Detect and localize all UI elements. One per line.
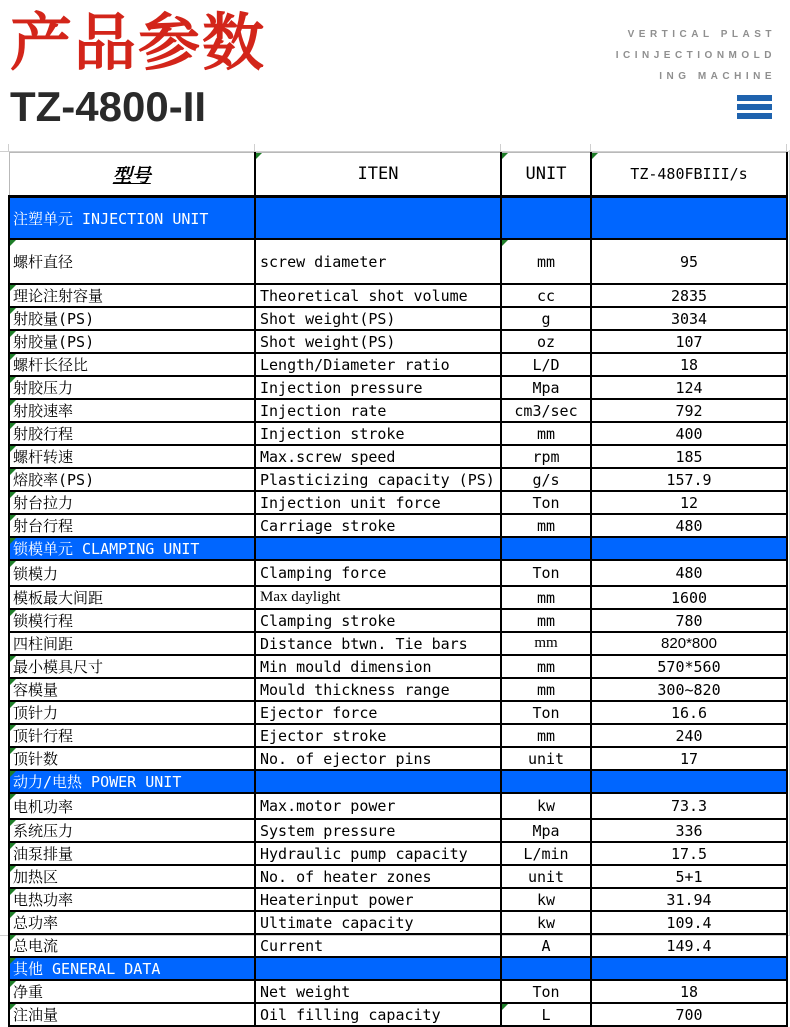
cell-name: 容模量 — [9, 678, 255, 701]
spec-row — [9, 422, 787, 445]
cell-unit: L/min — [501, 842, 591, 865]
cell-name: 螺杆直径 — [9, 239, 255, 284]
cell-unit: kw — [501, 911, 591, 934]
comment-marker-icon — [502, 1004, 508, 1010]
cell-unit: A — [501, 934, 591, 957]
cell-unit: oz — [501, 330, 591, 353]
spec-table — [8, 152, 788, 1027]
spec-row — [9, 842, 787, 865]
section-header-row — [9, 537, 787, 560]
spec-row — [9, 747, 787, 770]
spec-row — [9, 819, 787, 842]
cell-item: Max.screw speed — [255, 445, 501, 468]
cell-item: Hydraulic pump capacity — [255, 842, 501, 865]
cell-unit — [501, 197, 591, 240]
cell-name: 净重 — [9, 980, 255, 1003]
cell-name: 射胶行程 — [9, 422, 255, 445]
cell-name: 理论注射容量 — [9, 284, 255, 307]
cell-item: Injection unit force — [255, 491, 501, 514]
cell-value: 12 — [591, 491, 787, 514]
comment-marker-icon — [10, 377, 16, 383]
spec-row — [9, 980, 787, 1003]
spec-row — [9, 445, 787, 468]
cell-name: 螺杆转速 — [9, 445, 255, 468]
cell-item: No. of ejector pins — [255, 747, 501, 770]
cell-item: Plasticizing capacity (PS) — [255, 468, 501, 491]
cell-item: Current — [255, 934, 501, 957]
cell-name: 电热功率 — [9, 888, 255, 911]
comment-marker-icon — [502, 153, 508, 159]
cell-item: No. of heater zones — [255, 865, 501, 888]
cell-value: 480 — [591, 560, 787, 586]
cell-unit: mm — [501, 586, 591, 609]
spec-row — [9, 491, 787, 514]
cell-item: Net weight — [255, 980, 501, 1003]
cell-value: 336 — [591, 819, 787, 842]
comment-marker-icon — [10, 400, 16, 406]
comment-marker-icon — [10, 771, 16, 777]
spec-row — [9, 399, 787, 422]
table-body — [9, 197, 787, 1027]
comment-marker-icon — [10, 981, 16, 987]
hamburger-bar — [737, 113, 772, 119]
cell-unit: mm — [501, 724, 591, 747]
spec-row — [9, 911, 787, 934]
cell-unit: L — [501, 1003, 591, 1026]
spec-row — [9, 1003, 787, 1026]
comment-marker-icon — [10, 240, 16, 246]
cell-item: Injection rate — [255, 399, 501, 422]
comment-marker-icon — [592, 153, 598, 159]
cell-unit — [501, 770, 591, 793]
cell-value: 570*560 — [591, 655, 787, 678]
comment-marker-icon — [10, 354, 16, 360]
comment-marker-icon — [10, 515, 16, 521]
cell-unit: Mpa — [501, 376, 591, 399]
cell-item: Shot weight(PS) — [255, 307, 501, 330]
cell-value — [591, 197, 787, 240]
cell-unit: mm — [501, 655, 591, 678]
spec-row — [9, 793, 787, 819]
comment-marker-icon — [256, 153, 262, 159]
section-label: 动力/电热 POWER UNIT — [9, 770, 255, 793]
cell-value: 95 — [591, 239, 787, 284]
model-title: TZ-4800-II — [10, 83, 207, 130]
comment-marker-icon — [10, 538, 16, 544]
cell-item: Ultimate capacity — [255, 911, 501, 934]
comment-marker-icon — [10, 492, 16, 498]
cell-item: Min mould dimension — [255, 655, 501, 678]
cell-unit — [501, 537, 591, 560]
column-header-item: ITEN — [255, 153, 501, 197]
spec-row — [9, 655, 787, 678]
cell-name: 熔胶率(PS) — [9, 468, 255, 491]
hamburger-bar — [737, 95, 772, 101]
comment-marker-icon — [10, 702, 16, 708]
column-header-value: TZ-480FBIII/s — [591, 153, 787, 197]
comment-marker-icon — [10, 889, 16, 895]
cell-value: 400 — [591, 422, 787, 445]
cell-item: Mould thickness range — [255, 678, 501, 701]
cell-item: Theoretical shot volume — [255, 284, 501, 307]
cell-unit: L/D — [501, 353, 591, 376]
comment-marker-icon — [10, 935, 16, 941]
spec-row — [9, 632, 787, 655]
cell-value: 124 — [591, 376, 787, 399]
cell-value: 18 — [591, 353, 787, 376]
comment-marker-icon — [10, 794, 16, 800]
cell-name: 四柱间距 — [9, 632, 255, 655]
cell-name: 射胶速率 — [9, 399, 255, 422]
cell-unit: rpm — [501, 445, 591, 468]
comment-marker-icon — [10, 843, 16, 849]
cell-item: Ejector stroke — [255, 724, 501, 747]
cell-unit: Ton — [501, 701, 591, 724]
cell-name: 系统压力 — [9, 819, 255, 842]
cell-unit: unit — [501, 865, 591, 888]
cell-item: Clamping stroke — [255, 609, 501, 632]
spec-row — [9, 514, 787, 537]
cell-value: 17 — [591, 747, 787, 770]
cell-unit: mm — [501, 609, 591, 632]
comment-marker-icon — [10, 679, 16, 685]
column-header-unit: UNIT — [501, 153, 591, 197]
cell-value — [591, 957, 787, 980]
cell-unit: Mpa — [501, 819, 591, 842]
cell-value: 149.4 — [591, 934, 787, 957]
comment-marker-icon — [10, 866, 16, 872]
cell-item — [255, 537, 501, 560]
cell-unit: mm — [501, 632, 591, 655]
cell-name: 射胶压力 — [9, 376, 255, 399]
cell-item: Length/Diameter ratio — [255, 353, 501, 376]
cell-unit: Ton — [501, 980, 591, 1003]
cell-value — [591, 537, 787, 560]
section-header-row — [9, 197, 787, 240]
cell-name: 总电流 — [9, 934, 255, 957]
cell-item: Clamping force — [255, 560, 501, 586]
cell-name: 射台拉力 — [9, 491, 255, 514]
cell-unit: kw — [501, 793, 591, 819]
cell-item: Max.motor power — [255, 793, 501, 819]
spec-row — [9, 934, 787, 957]
spec-row — [9, 239, 787, 284]
spec-row — [9, 468, 787, 491]
section-label: 注塑单元 INJECTION UNIT — [9, 197, 255, 240]
cell-unit — [501, 957, 591, 980]
cell-value: 780 — [591, 609, 787, 632]
cell-name: 射台行程 — [9, 514, 255, 537]
comment-marker-icon — [10, 820, 16, 826]
cell-value: 31.94 — [591, 888, 787, 911]
comment-marker-icon — [10, 610, 16, 616]
cell-unit: mm — [501, 422, 591, 445]
cell-value: 17.5 — [591, 842, 787, 865]
table-header-row — [9, 153, 787, 197]
cell-item: Carriage stroke — [255, 514, 501, 537]
spec-row — [9, 353, 787, 376]
cell-value: 480 — [591, 514, 787, 537]
spec-row — [9, 586, 787, 609]
comment-marker-icon — [10, 285, 16, 291]
cell-item: Shot weight(PS) — [255, 330, 501, 353]
tagline-line: ING MACHINE — [659, 71, 776, 82]
spec-row — [9, 376, 787, 399]
hamburger-bar — [737, 104, 772, 110]
comment-marker-icon — [10, 423, 16, 429]
comment-marker-icon — [10, 308, 16, 314]
cell-value: 16.6 — [591, 701, 787, 724]
section-label: 锁模单元 CLAMPING UNIT — [9, 537, 255, 560]
cell-item: Injection stroke — [255, 422, 501, 445]
spec-row — [9, 865, 787, 888]
cell-name: 注油量 — [9, 1003, 255, 1026]
comment-marker-icon — [10, 656, 16, 662]
comment-marker-icon — [10, 748, 16, 754]
cell-value: 3034 — [591, 307, 787, 330]
cell-unit: cc — [501, 284, 591, 307]
cell-name: 油泵排量 — [9, 842, 255, 865]
comment-marker-icon — [10, 469, 16, 475]
cell-unit: g/s — [501, 468, 591, 491]
cell-unit: g — [501, 307, 591, 330]
cell-unit: unit — [501, 747, 591, 770]
comment-marker-icon — [10, 331, 16, 337]
cell-value: 820*800 — [591, 632, 787, 655]
cell-value: 73.3 — [591, 793, 787, 819]
cell-unit: kw — [501, 888, 591, 911]
cell-value: 185 — [591, 445, 787, 468]
cell-item — [255, 197, 501, 240]
column-header-model: 型号 — [9, 153, 255, 197]
spec-row — [9, 284, 787, 307]
spec-row — [9, 330, 787, 353]
spec-row — [9, 701, 787, 724]
section-header-row — [9, 770, 787, 793]
cell-item: Injection pressure — [255, 376, 501, 399]
spec-row — [9, 724, 787, 747]
section-header-row — [9, 957, 787, 980]
cell-item — [255, 957, 501, 980]
spec-row — [9, 888, 787, 911]
sheet-gridline-top — [0, 144, 790, 152]
cell-value: 18 — [591, 980, 787, 1003]
cell-value: 700 — [591, 1003, 787, 1026]
spec-row — [9, 609, 787, 632]
comment-marker-icon — [502, 240, 508, 246]
cell-name: 模板最大间距 — [9, 586, 255, 609]
comment-marker-icon — [10, 725, 16, 731]
cell-item: Max daylight — [255, 586, 501, 609]
cell-item — [255, 770, 501, 793]
cell-name: 顶针行程 — [9, 724, 255, 747]
page-title: 产品参数 — [10, 9, 267, 78]
tagline-line: VERTICAL PLAST — [627, 29, 776, 40]
cell-value: 240 — [591, 724, 787, 747]
cell-unit: mm — [501, 239, 591, 284]
cell-name: 总功率 — [9, 911, 255, 934]
cell-name: 射胶量(PS) — [9, 330, 255, 353]
comment-marker-icon — [10, 1004, 16, 1010]
cell-item: Heaterinput power — [255, 888, 501, 911]
cell-name: 顶针力 — [9, 701, 255, 724]
cell-name: 射胶量(PS) — [9, 307, 255, 330]
comment-marker-icon — [10, 958, 16, 964]
cell-unit: Ton — [501, 491, 591, 514]
tagline-line: ICINJECTIONMOLD — [615, 50, 776, 61]
cell-unit: mm — [501, 514, 591, 537]
cell-value: 109.4 — [591, 911, 787, 934]
comment-marker-icon — [10, 912, 16, 918]
spec-row — [9, 678, 787, 701]
cell-item: System pressure — [255, 819, 501, 842]
spec-row — [9, 307, 787, 330]
cell-unit: cm3/sec — [501, 399, 591, 422]
cell-name: 锁模力 — [9, 560, 255, 586]
cell-item: Distance btwn. Tie bars — [255, 632, 501, 655]
comment-marker-icon — [10, 561, 16, 567]
cell-item: screw diameter — [255, 239, 501, 284]
cell-name: 锁模行程 — [9, 609, 255, 632]
brand-tagline — [616, 24, 776, 87]
cell-name: 螺杆长径比 — [9, 353, 255, 376]
cell-item: Ejector force — [255, 701, 501, 724]
cell-name: 电机功率 — [9, 793, 255, 819]
section-label: 其他 GENERAL DATA — [9, 957, 255, 980]
cell-value: 792 — [591, 399, 787, 422]
cell-item: Oil filling capacity — [255, 1003, 501, 1026]
cell-value: 300~820 — [591, 678, 787, 701]
hamburger-menu-icon[interactable] — [737, 95, 772, 122]
spec-row — [9, 560, 787, 586]
cell-value: 1600 — [591, 586, 787, 609]
cell-unit: Ton — [501, 560, 591, 586]
comment-marker-icon — [10, 446, 16, 452]
cell-value: 157.9 — [591, 468, 787, 491]
cell-unit: mm — [501, 678, 591, 701]
cell-name: 顶针数 — [9, 747, 255, 770]
cell-value — [591, 770, 787, 793]
cell-value: 5+1 — [591, 865, 787, 888]
cell-name: 最小模具尺寸 — [9, 655, 255, 678]
cell-name: 加热区 — [9, 865, 255, 888]
cell-value: 2835 — [591, 284, 787, 307]
cell-value: 107 — [591, 330, 787, 353]
